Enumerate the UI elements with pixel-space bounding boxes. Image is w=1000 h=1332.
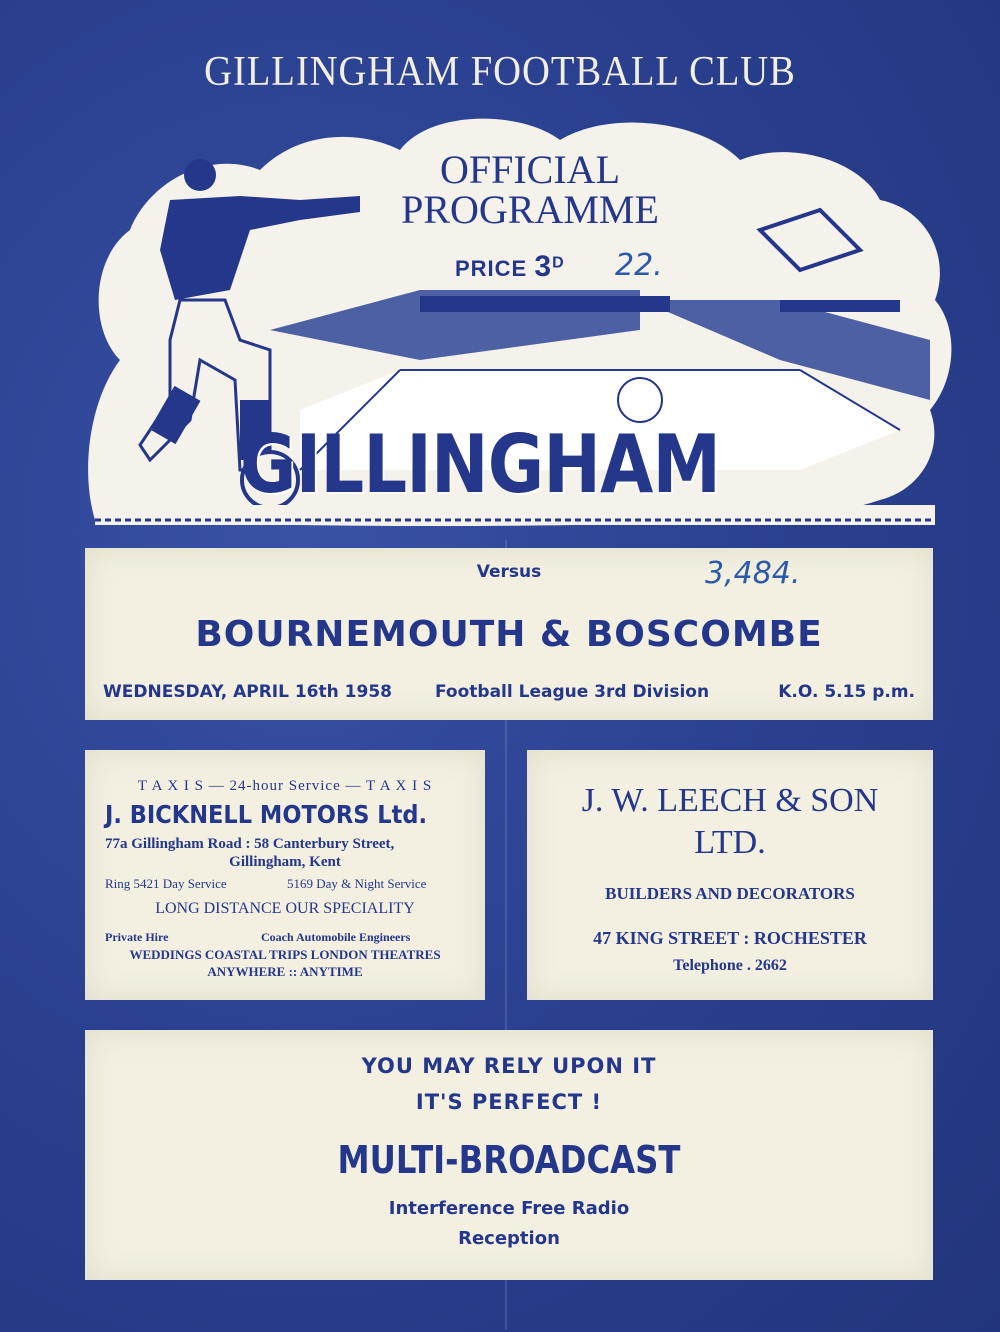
radio-line-2: IT'S PERFECT ! xyxy=(415,1090,603,1114)
taxi-advert xyxy=(85,750,485,1000)
taxi-speciality: LONG DISTANCE OUR SPECIALITY xyxy=(155,900,415,917)
match-panel xyxy=(85,548,933,720)
handwritten-number: 22. xyxy=(615,248,663,283)
radio-line-1: YOU MAY RELY UPON IT xyxy=(361,1054,657,1078)
price-unit: D xyxy=(552,254,565,272)
club-title: GILLINGHAM FOOTBALL CLUB xyxy=(204,49,796,95)
radio-brand: MULTI-BROADCAST xyxy=(337,1138,681,1182)
programme-title xyxy=(340,147,720,232)
handwritten-attendance: 3,484. xyxy=(705,556,801,591)
programme-title-line1: OFFICIAL xyxy=(439,147,621,192)
stand-roof xyxy=(420,296,670,312)
taxi-services-1-left: Private Hire xyxy=(105,930,169,944)
radio-tagline-1: Interference Free Radio xyxy=(388,1198,630,1219)
price-label xyxy=(455,250,565,284)
builder-trade: BUILDERS AND DECORATORS xyxy=(605,884,855,903)
taxi-services-1-right: Coach Automobile Engineers xyxy=(261,930,411,944)
taxi-company: J. BICKNELL MOTORS Ltd. xyxy=(105,800,428,829)
taxi-phone-night: 5169 Day & Night Service xyxy=(287,876,427,891)
builder-company-line1: J. W. LEECH & SON xyxy=(581,782,879,819)
gillingham-wordmark: GILLINGHAM xyxy=(240,418,721,511)
builder-telephone: Telephone . 2662 xyxy=(673,957,787,974)
builder-address: 47 KING STREET : ROCHESTER xyxy=(593,928,867,948)
taxi-phone-day: Ring 5421 Day Service xyxy=(105,876,227,891)
builder-advert xyxy=(527,750,933,1000)
programme-title-line2: PROGRAMME xyxy=(401,187,659,232)
taxi-address-2: Gillingham, Kent xyxy=(229,854,341,870)
versus-label: Versus xyxy=(476,562,542,582)
opponent-name: BOURNEMOUTH & BOSCOMBE xyxy=(195,614,823,655)
match-date: WEDNESDAY, APRIL 16th 1958 xyxy=(103,682,392,702)
taxi-address-1: 77a Gillingham Road : 58 Canterbury Street, xyxy=(105,836,395,852)
taxi-services-2: WEDDINGS COASTAL TRIPS LONDON THEATRES xyxy=(129,947,441,962)
price-word: PRICE xyxy=(455,256,528,281)
taxi-services-3: ANYWHERE :: ANYTIME xyxy=(207,964,363,979)
stand-roof-right xyxy=(780,300,900,312)
match-competition: Football League 3rd Division xyxy=(435,682,710,702)
radio-advert xyxy=(85,1030,933,1280)
taxi-headline: T A X I S — 24-hour Service — T A X I S xyxy=(137,778,433,794)
price-value: 3 xyxy=(534,250,553,283)
match-kickoff: K.O. 5.15 p.m. xyxy=(778,682,915,702)
builder-company-line2: LTD. xyxy=(694,824,766,861)
radio-tagline-2: Reception xyxy=(458,1228,560,1249)
